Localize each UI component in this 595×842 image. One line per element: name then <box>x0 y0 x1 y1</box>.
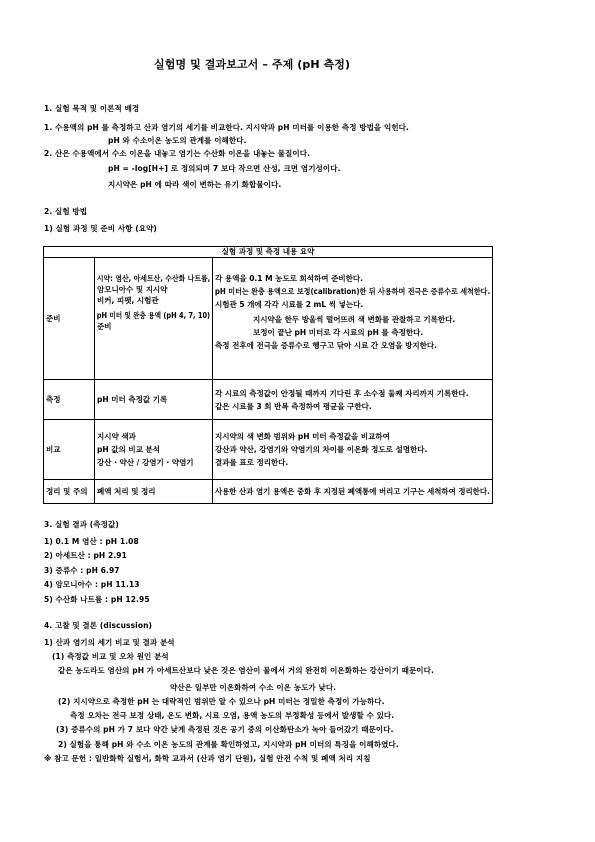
row-middle-line: 지시약 색과 <box>97 432 136 441</box>
row-right-line: 강산과 약산, 강염기와 약염기의 차이를 이온화 정도로 설명한다. <box>215 445 428 454</box>
table-row <box>44 420 493 480</box>
section-4-heading: 4. 고찰 및 결론 (discussion) <box>44 621 153 630</box>
result-line: 4) 암모니아수 : pH 11.13 <box>44 580 140 589</box>
row-label: 측정 <box>46 395 61 404</box>
table-header: 실험 과정 및 측정 내용 요약 <box>44 247 493 258</box>
section-3-heading: 3. 실험 결과 (측정값) <box>44 520 119 529</box>
procedure-table <box>43 246 493 504</box>
row-right-line: 시험관 5 개에 각각 시료를 2 mL 씩 넣는다. <box>215 300 364 309</box>
result-line: 2) 아세트산 : pH 2.91 <box>44 551 127 560</box>
discussion-line: 1) 산과 염기의 세기 비교 및 결과 분석 <box>44 638 175 647</box>
result-line: 1) 0.1 M 염산 : pH 1.08 <box>44 537 139 546</box>
discussion-line: 측정 오차는 전극 보정 상태, 온도 변화, 시료 오염, 용액 농도의 부정확성 등에서 발생할 수 있다. <box>70 711 395 720</box>
row-middle-line: pH 미터 및 완충 용액 (pH 4, 7, 10) <box>96 311 211 320</box>
row-middle-line: pH 미터 측정값 기록 <box>97 395 168 404</box>
row-right-line: 결과를 표로 정리한다. <box>215 458 289 467</box>
result-line: 5) 수산화 나트륨 : pH 12.95 <box>44 595 150 604</box>
result-line: 3) 증류수 : pH 6.97 <box>44 566 120 575</box>
row-right-line: 같은 시료를 3 회 반복 측정하여 평균을 구한다. <box>215 401 372 411</box>
section-1-line: 지시약은 pH 에 따라 색이 변하는 유기 화합물이다. <box>108 180 282 189</box>
table-row <box>44 258 493 380</box>
row-label: 준비 <box>46 314 61 323</box>
row-middle-line: 암모니아수 및 지시약 <box>97 285 168 294</box>
row-right-line: 사용한 산과 염기 용액은 중화 후 지정된 폐액통에 버리고 기구는 세척하여 정리한다. <box>214 487 490 496</box>
row-right-line: 보정이 끝난 pH 미터로 각 시료의 pH 를 측정한다. <box>253 328 424 337</box>
section-2-subline: 1) 실험 과정 및 준비 사항 (요약) <box>44 224 157 233</box>
discussion-line: (2) 지시약으로 측정한 pH 는 대략적인 범위만 알 수 있으나 pH 미터는 정밀한 측정이 가능하다. <box>58 697 385 706</box>
row-right-line: 지시약을 한두 방울씩 떨어뜨려 색 변화를 관찰하고 기록한다. <box>253 315 456 324</box>
section-2-heading: 2. 실험 방법 <box>44 207 88 216</box>
row-right-line: 측정 전후에 전극을 증류수로 헹구고 닦아 시료 간 오염을 방지한다. <box>215 341 437 350</box>
discussion-line: 약산은 일부만 이온화하여 수소 이온 농도가 낮다. <box>170 683 337 692</box>
row-middle-line: 비커, 피펫, 시험관 <box>97 296 159 305</box>
document-title: 실험명 및 결과보고서 – 주제 (pH 측정) <box>154 58 351 71</box>
row-label: 비교 <box>46 445 61 454</box>
table-row <box>44 380 493 420</box>
row-middle-line: pH 값의 비교 분석 <box>97 445 160 454</box>
section-1-line: pH = -log[H+] 로 정의되며 7 보다 작으면 산성, 크면 염기성이다. <box>108 164 341 173</box>
discussion-line: 같은 농도라도 염산의 pH 가 아세트산보다 낮은 것은 염산이 물에서 거의 완전히 이온화하는 강산이기 때문이다. <box>58 666 434 675</box>
row-right-line: pH 미터는 완충 용액으로 보정(calibration)한 뒤 사용하며 전극은 증류수로 세척한다. <box>214 287 491 296</box>
discussion-line: (1) 측정값 비교 및 오차 원인 분석 <box>52 652 169 661</box>
row-right-line: 각 시료의 측정값이 안정될 때까지 기다린 후 소수점 둘째 자리까지 기록한다. <box>215 388 469 398</box>
row-right-line: 지시약의 색 변화 범위와 pH 미터 측정값을 비교하여 <box>215 432 390 441</box>
section-1-heading: 1. 실험 목적 및 이론적 배경 <box>44 104 140 113</box>
table-row <box>44 480 493 504</box>
row-label: 정리 및 주의 <box>46 487 88 496</box>
section-1-line: pH 와 수소이온 농도의 관계를 이해한다. <box>108 136 247 145</box>
row-middle-line: 시약: 염산, 아세트산, 수산화 나트륨, <box>96 274 211 283</box>
row-middle-line: 강산 · 약산 / 강염기 · 약염기 <box>97 458 194 467</box>
discussion-line: ※ 참고 문헌 : 일반화학 실험서, 화학 교과서 (산과 염기 단원), 실험 안전 수칙 및 폐액 처리 지침 <box>44 754 371 763</box>
row-right-line: 각 용액을 0.1 M 농도로 희석하여 준비한다. <box>215 274 363 283</box>
row-middle-line: 폐액 처리 및 정리 <box>97 487 156 496</box>
discussion-line: (3) 증류수의 pH 가 7 보다 약간 낮게 측정된 것은 공기 중의 이산화탄소가 녹아 들어갔기 때문이다. <box>56 725 394 734</box>
row-middle-line: 준비 <box>97 322 112 331</box>
discussion-line: 2) 실험을 통해 pH 와 수소 이온 농도의 관계를 확인하였고, 지시약과 pH 미터의 특징을 이해하였다. <box>58 740 399 749</box>
section-1-line: 2. 산은 수용액에서 수소 이온을 내놓고 염기는 수산화 이온을 내놓는 물질이다. <box>44 149 311 158</box>
section-1-line: 1. 수용액의 pH 를 측정하고 산과 염기의 세기를 비교한다. 지시약과 pH 미터를 이용한 측정 방법을 익힌다. <box>44 123 409 132</box>
